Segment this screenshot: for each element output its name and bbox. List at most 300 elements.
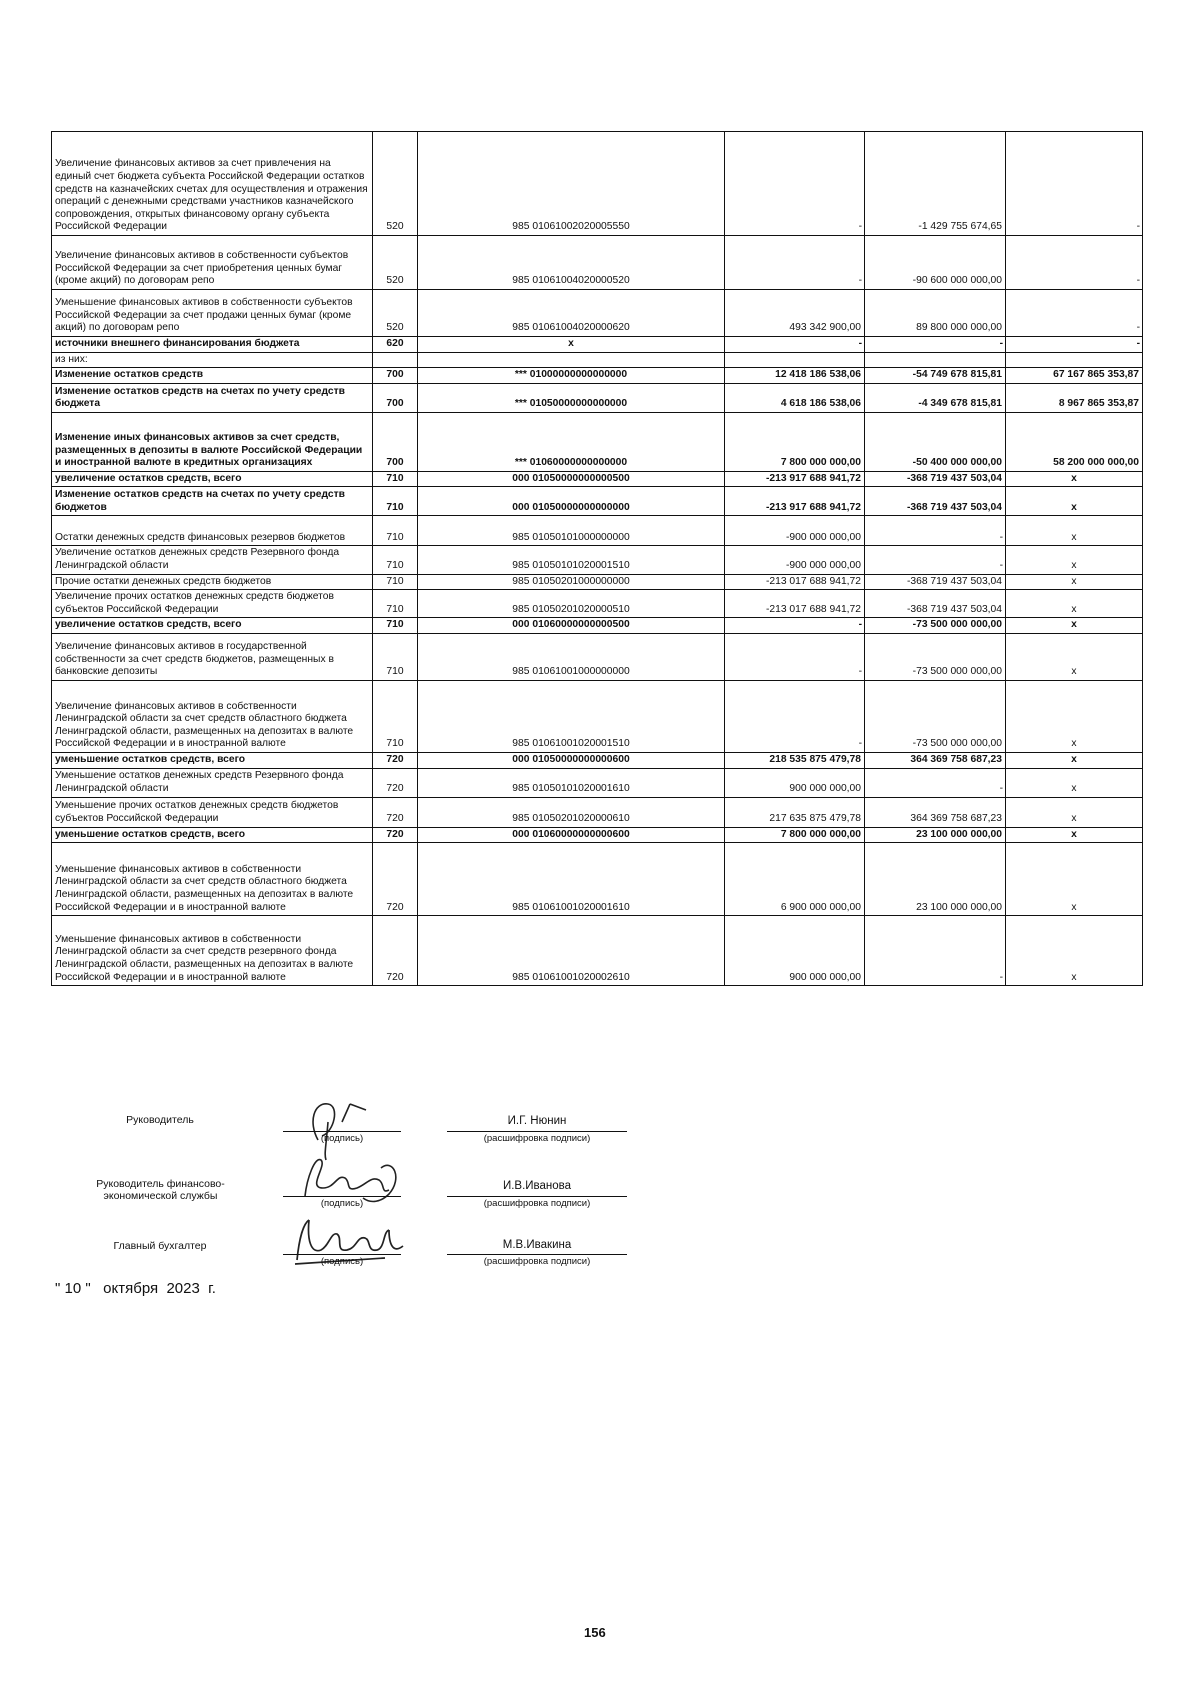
row-budget-code-text: 000 01050000000000000 bbox=[512, 501, 630, 513]
row-value-3-text: x bbox=[1071, 472, 1077, 484]
head-name: И.Г. Нюнин bbox=[507, 1115, 567, 1127]
row-value-1-text: 218 535 875 479,78 bbox=[769, 753, 861, 765]
row-name-text: Увеличение финансовых активов в собственности субъектов Российской Федерации за счет приобретения ценных бумаг (кроме акций) по договорам репо bbox=[55, 250, 349, 287]
row-value-1-text: 217 635 875 479,78 bbox=[769, 812, 861, 824]
row-name-cell bbox=[52, 797, 373, 827]
row-name-text: Уменьшение финансовых активов в собственности Ленинградской области за счет средств областного бюджета Ленинградской области, размещенных на депозитах в валюте Российской Федерации и в иностранной валюте bbox=[55, 863, 354, 913]
row-value-1-cell bbox=[725, 352, 865, 368]
empty-value-dash: - bbox=[1136, 275, 1140, 287]
row-value-1-text: -900 000 000,00 bbox=[785, 559, 861, 571]
row-value-2-text: 89 800 000 000,00 bbox=[916, 322, 1002, 334]
row-value-2-text: -1 429 755 674,65 bbox=[918, 221, 1002, 233]
table-row bbox=[52, 132, 1143, 236]
row-value-1-text: 900 000 000,00 bbox=[789, 782, 861, 794]
row-value-3-cell bbox=[1006, 768, 1143, 797]
row-name-text: Уменьшение финансовых активов в собственности субъектов Российской Федерации за счет продажи ценных бумаг (кроме акций) по договорам репо bbox=[55, 297, 353, 334]
report-table bbox=[51, 131, 1143, 986]
row-name-cell bbox=[52, 916, 373, 986]
row-budget-code-cell bbox=[418, 752, 725, 768]
row-value-2-text: -54 749 678 815,81 bbox=[912, 369, 1002, 381]
row-value-2-text: -368 719 437 503,04 bbox=[906, 472, 1002, 484]
row-budget-code-cell bbox=[418, 574, 725, 590]
table-row bbox=[52, 752, 1143, 768]
row-line-code-cell bbox=[373, 290, 418, 337]
row-value-3-text: x bbox=[1071, 782, 1077, 794]
table-row bbox=[52, 236, 1143, 290]
finance-name-line bbox=[447, 1196, 627, 1197]
row-budget-code-text: 985 01061004020000520 bbox=[512, 275, 630, 287]
row-value-1-text: 493 342 900,00 bbox=[789, 322, 861, 334]
table-row bbox=[52, 768, 1143, 797]
row-value-3-cell bbox=[1006, 471, 1143, 487]
row-budget-code-text: 000 01060000000000600 bbox=[512, 828, 630, 840]
row-name-text: Увеличение остатков денежных средств Резервного фонда Ленинградской области bbox=[55, 547, 340, 571]
empty-value-dash: - bbox=[1136, 221, 1140, 233]
row-value-3-cell bbox=[1006, 590, 1143, 618]
row-value-2-cell bbox=[865, 618, 1006, 634]
row-line-code-cell bbox=[373, 916, 418, 986]
row-line-code-text: 710 bbox=[386, 619, 404, 631]
row-value-1-cell bbox=[725, 546, 865, 574]
table-row bbox=[52, 590, 1143, 618]
table-row bbox=[52, 368, 1143, 384]
row-name-text: Прочие остатки денежных средств бюджетов bbox=[55, 575, 272, 587]
row-line-code-text: 720 bbox=[386, 812, 404, 824]
row-value-1-cell bbox=[725, 383, 865, 412]
row-name-text: Уменьшение финансовых активов в собственности Ленинградской области за счет средств резервного фонда Ленинградской области, размещенных на депозитах в валюте Российской Федерации и в иностранной валюте bbox=[55, 933, 354, 983]
row-value-2-cell bbox=[865, 843, 1006, 916]
row-line-code-cell bbox=[373, 633, 418, 680]
page-number: 156 bbox=[584, 1625, 606, 1640]
row-value-2-cell bbox=[865, 487, 1006, 516]
row-value-3-cell bbox=[1006, 633, 1143, 680]
row-line-code-text: 720 bbox=[386, 828, 404, 840]
row-line-code-text: 520 bbox=[386, 275, 404, 287]
row-value-3-text: 8 967 865 353,87 bbox=[1058, 398, 1139, 410]
row-value-1-cell bbox=[725, 290, 865, 337]
row-budget-code-cell bbox=[418, 236, 725, 290]
accountant-title: Главный бухгалтер bbox=[113, 1240, 207, 1252]
finance-signature-line bbox=[283, 1196, 401, 1197]
row-budget-code-text: 985 01061004020000620 bbox=[512, 322, 630, 334]
row-budget-code-text: 000 01050000000000500 bbox=[512, 472, 630, 484]
row-line-code-text: 710 bbox=[386, 666, 404, 678]
row-value-3-text: x bbox=[1071, 753, 1077, 765]
accountant-name-caption: (расшифровка подписи) bbox=[483, 1256, 591, 1267]
row-value-2-cell bbox=[865, 236, 1006, 290]
row-value-3-cell bbox=[1006, 574, 1143, 590]
row-value-2-text: -73 500 000 000,00 bbox=[912, 619, 1002, 631]
row-line-code-cell bbox=[373, 590, 418, 618]
row-line-code-cell bbox=[373, 827, 418, 843]
row-value-2-cell bbox=[865, 352, 1006, 368]
row-name-text: увеличение остатков средств, всего bbox=[55, 619, 242, 631]
row-name-cell bbox=[52, 516, 373, 546]
row-value-3-text: x bbox=[1071, 971, 1077, 983]
table-row bbox=[52, 574, 1143, 590]
accountant-signature-caption: (подпись) bbox=[320, 1256, 364, 1267]
row-line-code-cell bbox=[373, 471, 418, 487]
row-line-code-text: 710 bbox=[386, 472, 404, 484]
row-value-2-text: -90 600 000 000,00 bbox=[912, 275, 1002, 287]
row-value-2-cell bbox=[865, 368, 1006, 384]
table-row bbox=[52, 680, 1143, 752]
row-budget-code-cell bbox=[418, 680, 725, 752]
row-value-1-cell bbox=[725, 680, 865, 752]
row-value-2-cell bbox=[865, 590, 1006, 618]
row-value-1-text: -213 017 688 941,72 bbox=[765, 603, 861, 615]
row-budget-code-cell bbox=[418, 516, 725, 546]
row-value-2-cell bbox=[865, 471, 1006, 487]
row-budget-code-cell bbox=[418, 827, 725, 843]
row-value-3-cell bbox=[1006, 618, 1143, 634]
row-value-1-cell bbox=[725, 633, 865, 680]
head-title: Руководитель bbox=[126, 1114, 194, 1126]
table-row bbox=[52, 633, 1143, 680]
row-value-3-cell bbox=[1006, 368, 1143, 384]
row-name-cell bbox=[52, 368, 373, 384]
row-budget-code-text: 985 01050201000000000 bbox=[512, 575, 630, 587]
table-row bbox=[52, 797, 1143, 827]
row-value-1-cell bbox=[725, 574, 865, 590]
row-name-cell bbox=[52, 471, 373, 487]
empty-value-dash: - bbox=[999, 531, 1003, 543]
row-value-1-text: 900 000 000,00 bbox=[789, 971, 861, 983]
row-name-cell bbox=[52, 352, 373, 368]
row-value-2-text: -368 719 437 503,04 bbox=[906, 603, 1002, 615]
row-line-code-text: 710 bbox=[386, 575, 404, 587]
row-budget-code-cell bbox=[418, 618, 725, 634]
empty-value-dash: - bbox=[858, 619, 862, 631]
row-value-3-text: 67 167 865 353,87 bbox=[1053, 369, 1139, 381]
row-value-1-cell bbox=[725, 797, 865, 827]
table-row bbox=[52, 412, 1143, 471]
row-value-2-text: 23 100 000 000,00 bbox=[916, 901, 1002, 913]
row-name-cell bbox=[52, 768, 373, 797]
row-line-code-text: 720 bbox=[386, 971, 404, 983]
row-line-code-cell bbox=[373, 412, 418, 471]
row-value-1-cell bbox=[725, 487, 865, 516]
row-line-code-text: 720 bbox=[386, 901, 404, 913]
row-value-2-cell bbox=[865, 916, 1006, 986]
row-name-cell bbox=[52, 487, 373, 516]
empty-value-dash: - bbox=[999, 559, 1003, 571]
row-budget-code-text: 985 01061001020001510 bbox=[512, 738, 630, 750]
row-value-3-cell bbox=[1006, 827, 1143, 843]
row-budget-code-cell bbox=[418, 487, 725, 516]
head-signature-caption: (подпись) bbox=[320, 1133, 364, 1144]
row-line-code-text: 710 bbox=[386, 501, 404, 513]
row-value-2-text: -368 719 437 503,04 bbox=[906, 501, 1002, 513]
row-value-3-cell bbox=[1006, 797, 1143, 827]
row-line-code-text: 720 bbox=[386, 782, 404, 794]
row-value-3-cell bbox=[1006, 132, 1143, 236]
row-value-2-cell bbox=[865, 546, 1006, 574]
row-line-code-text: 700 bbox=[386, 369, 404, 381]
row-name-cell bbox=[52, 412, 373, 471]
row-line-code-text: 710 bbox=[386, 559, 404, 571]
row-name-text: увеличение остатков средств, всего bbox=[55, 472, 242, 484]
row-name-cell bbox=[52, 827, 373, 843]
row-value-3-cell bbox=[1006, 383, 1143, 412]
row-value-1-cell bbox=[725, 752, 865, 768]
row-value-1-cell bbox=[725, 368, 865, 384]
row-budget-code-cell bbox=[418, 337, 725, 353]
row-value-2-cell bbox=[865, 768, 1006, 797]
row-line-code-text: 700 bbox=[386, 398, 404, 410]
row-budget-code-cell bbox=[418, 132, 725, 236]
row-value-1-cell bbox=[725, 236, 865, 290]
row-budget-code-text: 985 01050101020001510 bbox=[512, 559, 630, 571]
row-value-2-cell bbox=[865, 680, 1006, 752]
row-budget-code-cell bbox=[418, 383, 725, 412]
row-name-cell bbox=[52, 337, 373, 353]
row-budget-code-cell bbox=[418, 546, 725, 574]
row-name-cell bbox=[52, 618, 373, 634]
row-value-1-cell bbox=[725, 337, 865, 353]
accountant-signature-line bbox=[283, 1254, 401, 1255]
row-budget-code-cell bbox=[418, 590, 725, 618]
row-value-1-cell bbox=[725, 618, 865, 634]
table-row bbox=[52, 383, 1143, 412]
row-budget-code-text: 000 01060000000000500 bbox=[512, 619, 630, 631]
row-value-3-cell bbox=[1006, 843, 1143, 916]
empty-value-dash: - bbox=[1136, 322, 1140, 334]
row-name-cell bbox=[52, 680, 373, 752]
row-value-2-text: -368 719 437 503,04 bbox=[906, 575, 1002, 587]
row-line-code-cell bbox=[373, 680, 418, 752]
report-table-body bbox=[52, 132, 1143, 986]
row-value-3-cell bbox=[1006, 680, 1143, 752]
row-budget-code-cell bbox=[418, 916, 725, 986]
row-budget-code-text: 985 01050101020001610 bbox=[512, 782, 630, 794]
row-budget-code-cell bbox=[418, 768, 725, 797]
row-budget-code-cell bbox=[418, 471, 725, 487]
row-line-code-cell bbox=[373, 843, 418, 916]
row-value-2-cell bbox=[865, 752, 1006, 768]
row-value-3-cell bbox=[1006, 290, 1143, 337]
row-value-1-text: 12 418 186 538,06 bbox=[775, 369, 861, 381]
row-value-2-cell bbox=[865, 337, 1006, 353]
row-line-code-cell bbox=[373, 546, 418, 574]
row-value-2-text: -4 349 678 815,81 bbox=[918, 398, 1002, 410]
row-value-3-text: x bbox=[1071, 575, 1077, 587]
row-value-3-text: x bbox=[1071, 738, 1077, 750]
row-value-2-text: -50 400 000 000,00 bbox=[912, 457, 1002, 469]
row-value-2-cell bbox=[865, 383, 1006, 412]
finance-name-caption: (расшифровка подписи) bbox=[483, 1198, 591, 1209]
row-line-code-text: 520 bbox=[386, 322, 404, 334]
row-value-3-cell bbox=[1006, 337, 1143, 353]
empty-value-dash: - bbox=[858, 275, 862, 287]
row-value-2-cell bbox=[865, 574, 1006, 590]
row-name-cell bbox=[52, 574, 373, 590]
row-name-text: из них: bbox=[55, 353, 88, 365]
head-name-caption: (расшифровка подписи) bbox=[483, 1133, 591, 1144]
row-name-text: Увеличение финансовых активов в государственной собственности за счет средств бюджетов, размещенных в банковские депозиты bbox=[55, 641, 334, 678]
row-value-1-cell bbox=[725, 412, 865, 471]
row-budget-code-text: *** 01050000000000000 bbox=[514, 398, 628, 410]
row-line-code-text: 710 bbox=[386, 738, 404, 750]
row-value-2-text: 23 100 000 000,00 bbox=[916, 828, 1002, 840]
row-value-3-text: x bbox=[1071, 828, 1077, 840]
row-line-code-text: 710 bbox=[386, 531, 404, 543]
finance-name: И.В.Иванова bbox=[502, 1180, 572, 1192]
row-name-cell bbox=[52, 633, 373, 680]
head-signature-line bbox=[283, 1131, 401, 1132]
row-budget-code-text: *** 01060000000000000 bbox=[514, 457, 628, 469]
row-value-1-cell bbox=[725, 132, 865, 236]
row-value-3-cell bbox=[1006, 236, 1143, 290]
row-line-code-text: 700 bbox=[386, 457, 404, 469]
row-value-1-text: -213 917 688 941,72 bbox=[765, 501, 861, 513]
table-row bbox=[52, 352, 1143, 368]
row-line-code-cell bbox=[373, 487, 418, 516]
row-budget-code-cell bbox=[418, 352, 725, 368]
row-name-text: Уменьшение остатков денежных средств Резервного фонда Ленинградской области bbox=[55, 770, 344, 794]
row-line-code-text: 710 bbox=[386, 603, 404, 615]
row-line-code-cell bbox=[373, 797, 418, 827]
row-value-3-cell bbox=[1006, 752, 1143, 768]
row-name-cell bbox=[52, 752, 373, 768]
row-line-code-cell bbox=[373, 352, 418, 368]
row-value-3-text: 58 200 000 000,00 bbox=[1053, 457, 1139, 469]
row-value-3-text: x bbox=[1071, 603, 1077, 615]
row-name-text: уменьшение остатков средств, всего bbox=[55, 828, 246, 840]
row-budget-code-text: x bbox=[568, 338, 574, 349]
row-value-3-text: x bbox=[1071, 901, 1077, 913]
row-value-3-text: x bbox=[1071, 559, 1077, 571]
row-value-1-cell bbox=[725, 590, 865, 618]
row-value-3-cell bbox=[1006, 352, 1143, 368]
row-value-1-cell bbox=[725, 471, 865, 487]
head-name-line bbox=[447, 1131, 627, 1132]
row-name-cell bbox=[52, 236, 373, 290]
row-value-1-cell bbox=[725, 843, 865, 916]
row-value-1-text: 4 618 186 538,06 bbox=[780, 398, 861, 410]
row-value-2-text: -73 500 000 000,00 bbox=[912, 666, 1002, 678]
row-value-1-cell bbox=[725, 768, 865, 797]
row-value-1-cell bbox=[725, 916, 865, 986]
finance-title: Руководитель финансово-экономической службы bbox=[96, 1178, 225, 1202]
table-row bbox=[52, 337, 1143, 353]
row-line-code-cell bbox=[373, 768, 418, 797]
row-name-cell bbox=[52, 843, 373, 916]
row-budget-code-cell bbox=[418, 412, 725, 471]
row-budget-code-text: 985 01061001020001610 bbox=[512, 901, 630, 913]
row-name-text: Увеличение финансовых активов в собственности Ленинградской области за счет средств областного бюджета Ленинградской области, размещенных на депозитах в валюте Российской Федерации и в иностранной валюте bbox=[55, 700, 354, 750]
table-row bbox=[52, 471, 1143, 487]
row-name-text: Остатки денежных средств финансовых резервов бюджетов bbox=[55, 531, 346, 543]
table-row bbox=[52, 916, 1143, 986]
row-name-cell bbox=[52, 383, 373, 412]
empty-value-dash: - bbox=[858, 738, 862, 750]
row-value-3-cell bbox=[1006, 916, 1143, 986]
row-value-1-cell bbox=[725, 827, 865, 843]
row-value-3-text: x bbox=[1071, 501, 1077, 513]
row-name-text: Изменение остатков средств на счетах по учету средств бюджета bbox=[55, 385, 345, 410]
row-budget-code-text: *** 01000000000000000 bbox=[514, 369, 628, 381]
row-value-3-cell bbox=[1006, 487, 1143, 516]
table-row bbox=[52, 618, 1143, 634]
row-budget-code-text: 985 01050201020000610 bbox=[512, 812, 630, 824]
row-name-text: уменьшение остатков средств, всего bbox=[55, 753, 246, 765]
accountant-name-line bbox=[447, 1254, 627, 1255]
row-name-text: Изменение иных финансовых активов за счет средств, размещенных в депозиты в валюте Российской Федерации и иностранной валюте в кредитных организациях bbox=[55, 432, 363, 469]
empty-value-dash: - bbox=[858, 666, 862, 678]
table-row bbox=[52, 516, 1143, 546]
row-value-1-text: -213 017 688 941,72 bbox=[765, 575, 861, 587]
row-value-2-cell bbox=[865, 132, 1006, 236]
row-value-2-cell bbox=[865, 797, 1006, 827]
table-row bbox=[52, 843, 1143, 916]
row-budget-code-cell bbox=[418, 633, 725, 680]
row-budget-code-text: 985 01061002020005550 bbox=[512, 221, 630, 233]
row-value-2-text: -73 500 000 000,00 bbox=[912, 738, 1002, 750]
row-budget-code-text: 985 01061001020002610 bbox=[512, 971, 630, 983]
row-value-1-text: -213 917 688 941,72 bbox=[765, 472, 861, 484]
empty-value-dash: - bbox=[858, 338, 862, 349]
empty-value-dash: - bbox=[999, 782, 1003, 794]
row-line-code-cell bbox=[373, 752, 418, 768]
row-value-3-text: x bbox=[1071, 531, 1077, 543]
row-name-text: Уменьшение прочих остатков денежных средств бюджетов субъектов Российской Федерации bbox=[55, 800, 339, 824]
row-value-2-cell bbox=[865, 290, 1006, 337]
row-value-3-text: x bbox=[1071, 666, 1077, 678]
empty-value-dash: - bbox=[1136, 338, 1140, 349]
document-date: " 10 " октября 2023 г. bbox=[55, 1280, 216, 1297]
row-line-code-cell bbox=[373, 337, 418, 353]
row-budget-code-text: 985 01050201020000510 bbox=[512, 603, 630, 615]
row-line-code-cell bbox=[373, 516, 418, 546]
row-budget-code-cell bbox=[418, 843, 725, 916]
row-value-1-cell bbox=[725, 516, 865, 546]
row-line-code-text: 520 bbox=[386, 221, 404, 233]
row-value-2-cell bbox=[865, 412, 1006, 471]
empty-value-dash: - bbox=[999, 971, 1003, 983]
table-row bbox=[52, 487, 1143, 516]
row-value-3-text: x bbox=[1071, 812, 1077, 824]
table-row bbox=[52, 827, 1143, 843]
row-value-1-text: 6 900 000 000,00 bbox=[780, 901, 861, 913]
row-budget-code-text: 985 01050101000000000 bbox=[512, 531, 630, 543]
row-name-text: Увеличение прочих остатков денежных средств бюджетов субъектов Российской Федерации bbox=[55, 591, 334, 615]
row-value-1-text: -900 000 000,00 bbox=[785, 531, 861, 543]
row-budget-code-cell bbox=[418, 797, 725, 827]
row-line-code-cell bbox=[373, 618, 418, 634]
row-value-2-cell bbox=[865, 516, 1006, 546]
row-name-text: Изменение остатков средств bbox=[55, 369, 204, 381]
row-budget-code-text: 000 01050000000000600 bbox=[512, 753, 630, 765]
row-line-code-cell bbox=[373, 132, 418, 236]
empty-value-dash: - bbox=[999, 338, 1003, 349]
row-line-code-text: 620 bbox=[386, 338, 404, 349]
row-value-2-cell bbox=[865, 827, 1006, 843]
row-budget-code-cell bbox=[418, 368, 725, 384]
row-value-3-cell bbox=[1006, 546, 1143, 574]
row-value-2-text: 364 369 758 687,23 bbox=[910, 812, 1002, 824]
row-value-2-text: 364 369 758 687,23 bbox=[910, 753, 1002, 765]
row-value-1-text: 7 800 000 000,00 bbox=[780, 457, 861, 469]
empty-value-dash: - bbox=[858, 221, 862, 233]
row-name-cell bbox=[52, 132, 373, 236]
row-name-text: источники внешнего финансирования бюджета bbox=[55, 338, 300, 349]
row-budget-code-text: 985 01061001000000000 bbox=[512, 666, 630, 678]
table-row bbox=[52, 546, 1143, 574]
row-line-code-cell bbox=[373, 574, 418, 590]
row-line-code-text: 720 bbox=[386, 753, 404, 765]
row-name-cell bbox=[52, 290, 373, 337]
